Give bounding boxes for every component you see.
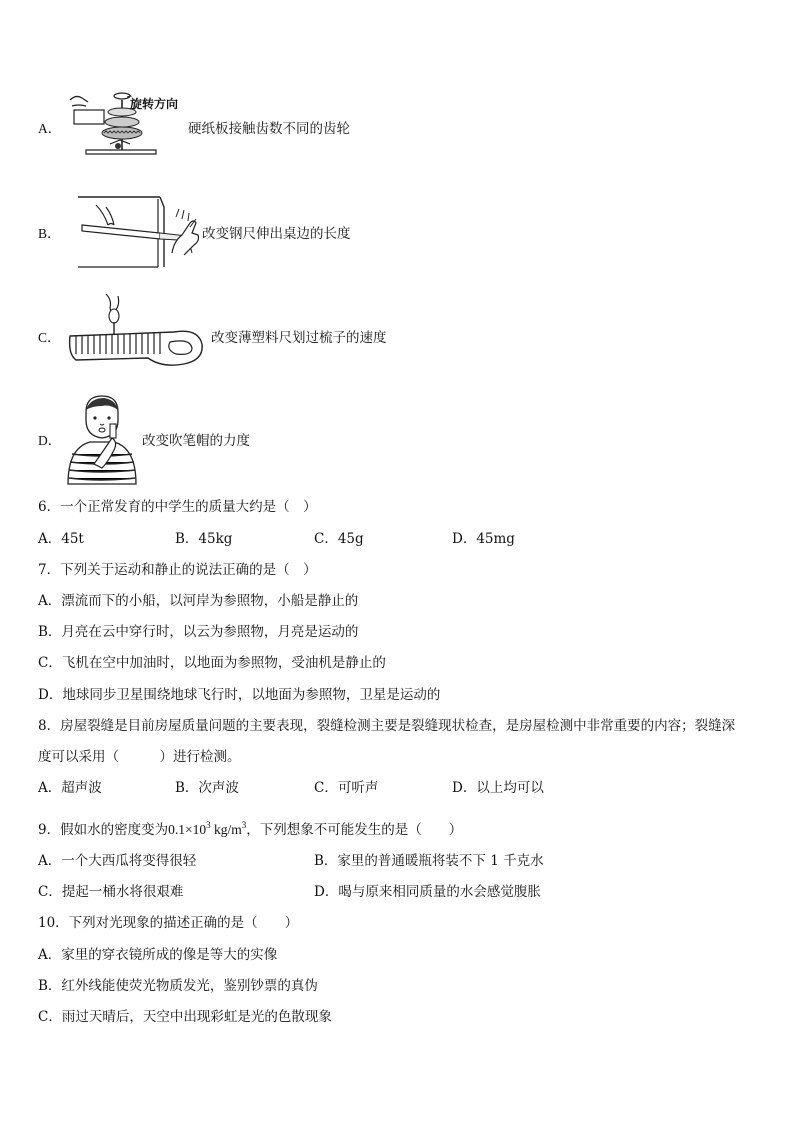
question-8-option-a: A．超声波 — [38, 780, 102, 796]
density-formula-base: 0.1×10 — [168, 822, 207, 837]
density-formula — [168, 822, 246, 837]
question-7-option-a: A．漂流而下的小船，以河岸为参照物，小船是静止的 — [38, 593, 359, 609]
question-8-stem-line1: 8．房屋裂缝是目前房屋质量问题的主要表现，裂缝检测主要是裂缝现状检查，是房屋检测中非常重要的内容；裂缝深 — [38, 718, 736, 734]
question-9-option-c: C．提起一桶水将很艰难 — [38, 884, 184, 900]
question-8-option-c: C．可听声 — [314, 780, 379, 796]
question-8-option-b: B．次声波 — [175, 780, 239, 796]
boy-blowing-pen-cap-illustration — [64, 394, 140, 486]
density-formula-unit-exponent: 3 — [241, 820, 247, 830]
option-c-letter: C． — [38, 330, 61, 345]
question-7-stem: 7．下列关于运动和静止的说法正确的是（ ） — [38, 562, 317, 578]
option-a-text: 硬纸板接触齿数不同的齿轮 — [188, 121, 350, 137]
question-9-stem-prefix: 9．假如水的密度变为 — [38, 822, 169, 838]
question-9-option-b: B．家里的普通暖瓶将装不下 1 千克水 — [314, 853, 544, 869]
density-formula-exponent: 3 — [206, 820, 211, 830]
question-9-option-a: A．一个大西瓜将变得很轻 — [38, 853, 197, 869]
question-6-option-b: B．45kg — [175, 531, 233, 547]
option-c-text: 改变薄塑料尺划过梳子的速度 — [211, 330, 387, 346]
question-10-stem: 10．下列对光现象的描述正确的是（ ） — [38, 915, 299, 931]
option-b-text: 改变钢尺伸出桌边的长度 — [202, 226, 351, 242]
option-d-text: 改变吹笔帽的力度 — [142, 433, 250, 449]
option-b-letter: B． — [38, 226, 61, 241]
question-10-option-b: B．红外线能使荧光物质发光，鉴别钞票的真伪 — [38, 978, 318, 994]
hand-flicking-icon — [168, 215, 202, 257]
density-formula-unit: kg/m — [213, 822, 242, 837]
question-9-option-d: D．喝与原来相同质量的水会感觉腹胀 — [314, 884, 541, 900]
question-6-option-c: C．45g — [314, 531, 364, 547]
question-6-option-a: A．45t — [38, 531, 84, 547]
comb-illustration — [66, 292, 206, 376]
question-6-stem: 6．一个正常发育的中学生的质量大约是（ ） — [38, 499, 317, 515]
question-10-option-c: C．雨过天晴后，天空中出现彩虹是光的色散现象 — [38, 1009, 332, 1025]
rotation-direction-label: 旋转方向 — [130, 97, 179, 111]
question-6-option-d: D．45mg — [452, 531, 515, 547]
question-9-stem — [38, 816, 462, 839]
option-a-letter: A． — [38, 121, 62, 136]
option-d-letter: D． — [38, 433, 62, 448]
question-7-option-c: C．飞机在空中加油时，以地面为参照物，受油机是静止的 — [38, 655, 386, 671]
question-10-option-a: A．家里的穿衣镜所成的像是等大的实像 — [38, 947, 278, 963]
question-7-option-d: D．地球同步卫星围绕地球飞行时，以地面为参照物，卫星是运动的 — [38, 687, 441, 703]
question-9-stem-suffix: ，下列想象不可能发生的是（ ） — [246, 822, 463, 838]
question-8-stem-line2: 度可以采用（ ）进行检测。 — [38, 749, 241, 765]
question-7-option-b: B．月亮在云中穿行时，以云为参照物，月亮是运动的 — [38, 624, 359, 640]
question-8-option-d: D．以上均可以 — [452, 780, 544, 796]
